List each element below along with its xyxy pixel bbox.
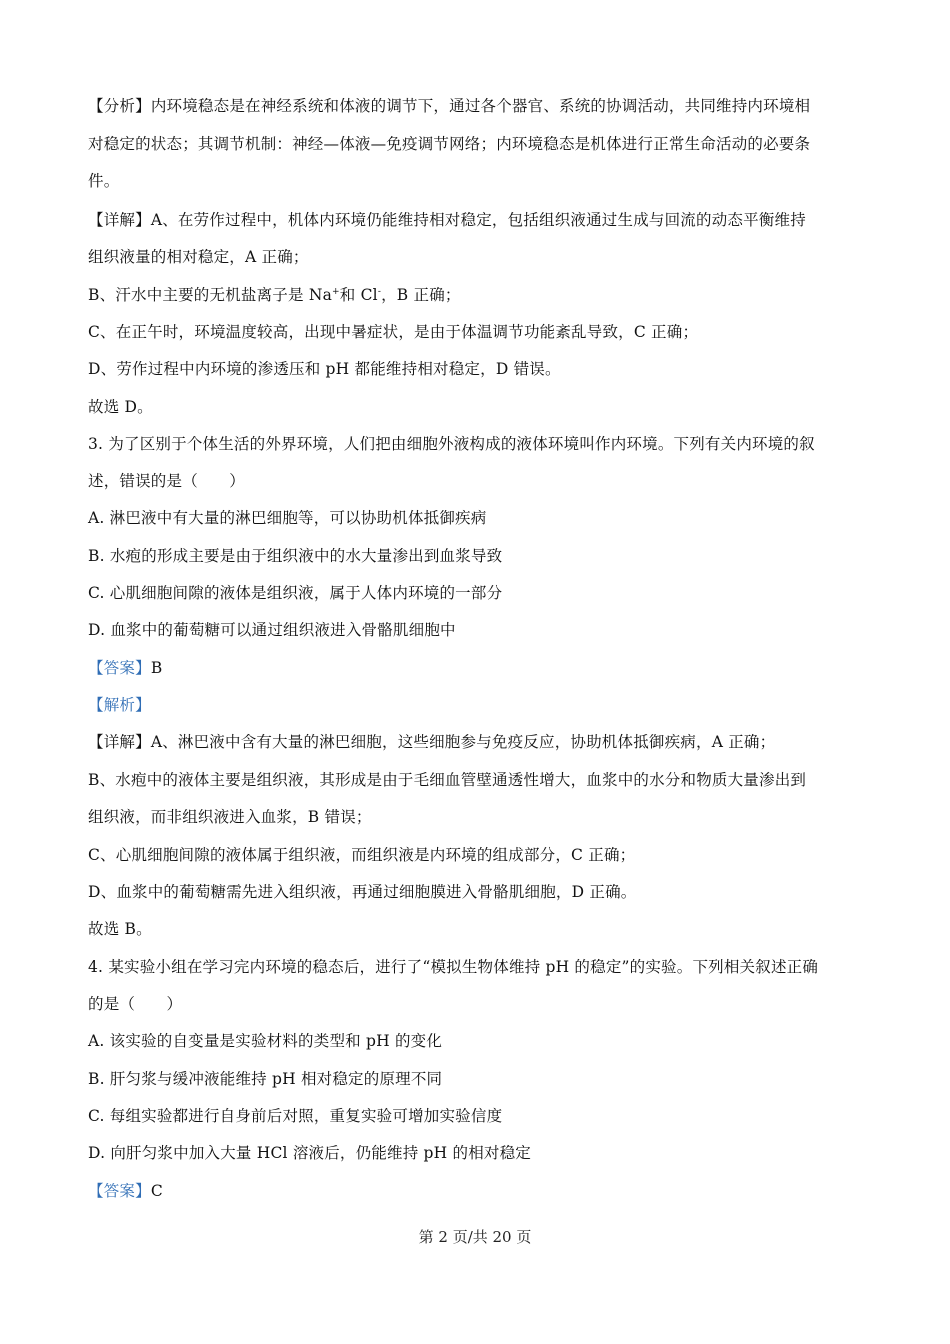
chloride-superscript: - — [377, 286, 382, 297]
q3-detail-line-3: 组织液，而非组织液进入血浆，B 错误； — [88, 808, 372, 826]
q4-answer — [88, 1181, 163, 1201]
q3-analysis-heading — [88, 695, 151, 715]
q3-detail-line-4: C、心肌细胞间隙的液体属于组织液，而组织液是内环境的组成部分，C 正确； — [88, 846, 636, 864]
q3-option-c: C. 心肌细胞间隙的液体是组织液，属于人体内环境的一部分 — [88, 584, 503, 602]
q4-stem-1: 4. 某实验小组在学习完内环境的稳态后，进行了“模拟生物体维持 pH 的稳定”的实验。下列相关叙述正确 — [88, 958, 819, 976]
detail-q2-conclusion: 故选 D。 — [88, 398, 153, 416]
detail-q2-tag: 【详解】 — [88, 211, 151, 229]
q3-stem-2: 述，错误的是（ ） — [88, 472, 246, 490]
analysis-line-2: 对稳定的状态；其调节机制：神经—体液—免疫调节网络；内环境稳态是机体进行正常生命活动的必要条 — [88, 135, 811, 153]
detail-q2-line-1 — [88, 210, 806, 230]
q3-answer-tag: 【答案】 — [88, 659, 151, 677]
page-number-footer: 第 2 页/共 20 页 — [418, 1228, 532, 1246]
q4-option-b: B. 肝匀浆与缓冲液能维持 pH 相对稳定的原理不同 — [88, 1070, 443, 1088]
detail-q2-line-3-pre: B、汗水中主要的无机盐离子是 Na — [88, 286, 333, 304]
q3-option-a: A. 淋巴液中有大量的淋巴细胞等，可以协助机体抵御疾病 — [88, 509, 487, 527]
q3-answer — [88, 658, 162, 678]
detail-q2-text-1: A、在劳作过程中，机体内环境仍能维持相对稳定，包括组织液通过生成与回流的动态平衡维持 — [150, 211, 806, 229]
detail-q2-line-3 — [88, 285, 461, 305]
q4-answer-tag: 【答案】 — [88, 1182, 151, 1200]
detail-q2-line-2: 组织液量的相对稳定，A 正确； — [88, 248, 309, 266]
q4-option-c: C. 每组实验都进行自身前后对照，重复实验可增加实验信度 — [88, 1107, 503, 1125]
q3-detail-line-1 — [88, 732, 775, 752]
q3-detail-text-1: A、淋巴液中含有大量的淋巴细胞，这些细胞参与免疫反应，协助机体抵御疾病，A 正确； — [150, 733, 776, 751]
detail-q2-line-4: C、在正午时，环境温度较高，出现中暑症状，是由于体温调节功能紊乱导致，C 正确； — [88, 323, 699, 341]
analysis-line-1 — [88, 96, 810, 116]
detail-q2-line-3-mid: 和 Cl — [339, 286, 378, 304]
q3-detail-line-5: D、血浆中的葡萄糖需先进入组织液，再通过细胞膜进入骨骼肌细胞，D 正确。 — [88, 883, 637, 901]
q3-conclusion: 故选 B。 — [88, 920, 152, 938]
q4-answer-value: C — [150, 1182, 163, 1200]
q3-detail-line-2: B、水疱中的液体主要是组织液，其形成是由于毛细血管壁通透性增大，血浆中的水分和物质大量渗出到 — [88, 771, 807, 789]
detail-q2-line-3-post: ，B 正确； — [381, 286, 461, 304]
q3-analysis-tag: 【解析】 — [88, 696, 151, 714]
q4-option-d: D. 向肝匀浆中加入大量 HCl 溶液后，仍能维持 pH 的相对稳定 — [88, 1144, 532, 1162]
detail-q2-line-5: D、劳作过程中内环境的渗透压和 pH 都能维持相对稳定，D 错误。 — [88, 360, 561, 378]
q3-detail-tag: 【详解】 — [88, 733, 151, 751]
analysis-text-1: 内环境稳态是在神经系统和体液的调节下，通过各个器官、系统的协调活动，共同维持内环境相 — [150, 97, 811, 115]
analysis-tag: 【分析】 — [88, 97, 151, 115]
sodium-superscript: + — [332, 286, 340, 297]
q4-option-a: A. 该实验的自变量是实验材料的类型和 pH 的变化 — [88, 1032, 443, 1050]
q3-option-b: B. 水疱的形成主要是由于组织液中的水大量渗出到血浆导致 — [88, 547, 503, 565]
analysis-line-3: 件。 — [88, 172, 120, 190]
q3-stem-1: 3. 为了区别于个体生活的外界环境，人们把由细胞外液构成的液体环境叫作内环境。下列有关内环境的叙 — [88, 435, 815, 453]
q3-option-d: D. 血浆中的葡萄糖可以通过组织液进入骨骼肌细胞中 — [88, 621, 456, 639]
q4-stem-2: 的是（ ） — [88, 995, 183, 1013]
q3-answer-value: B — [150, 659, 163, 677]
